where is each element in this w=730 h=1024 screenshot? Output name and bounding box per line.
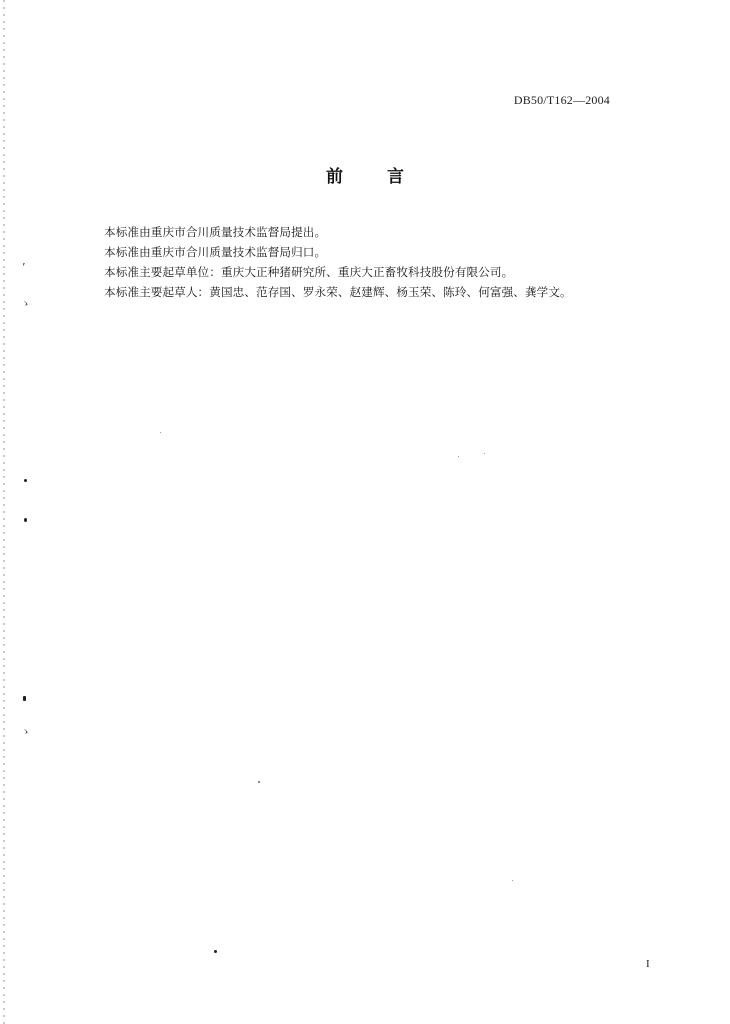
margin-mark-2: ゝ (20, 297, 31, 310)
standard-code: DB50/T162—2004 (513, 93, 610, 107)
scan-speck (24, 479, 27, 482)
scan-binding-edge (3, 0, 5, 1024)
page-title (0, 162, 730, 187)
body-line-proposer: 本标准由重庆市合川质量技术监督局提出。 (104, 225, 327, 239)
margin-mark-1: ’ (22, 261, 26, 274)
scan-speck (23, 696, 26, 701)
foreword-body (104, 222, 644, 302)
body-line-drafting-units: 本标准主要起草单位：重庆大正种猪研究所、重庆大正畜牧科技股份有限公司。 (104, 265, 514, 279)
scan-speck (512, 880, 513, 881)
body-line-drafters: 本标准主要起草人：黄国忠、范存国、罗永荣、赵建辉、杨玉荣、陈玲、何富强、龚学文。 (104, 285, 572, 299)
margin-mark-3: ゝ (20, 725, 31, 738)
scan-speck (160, 432, 161, 433)
scan-speck (258, 781, 260, 783)
body-line-administrator: 本标准由重庆市合川质量技术监督局归口。 (104, 245, 327, 259)
page-number: I (646, 958, 650, 970)
scan-speck (484, 453, 485, 454)
scan-speck (458, 456, 459, 457)
scan-speck (214, 950, 217, 953)
title-char-1: 前 (326, 167, 343, 187)
scan-speck (24, 518, 27, 522)
title-char-2: 言 (387, 167, 404, 187)
